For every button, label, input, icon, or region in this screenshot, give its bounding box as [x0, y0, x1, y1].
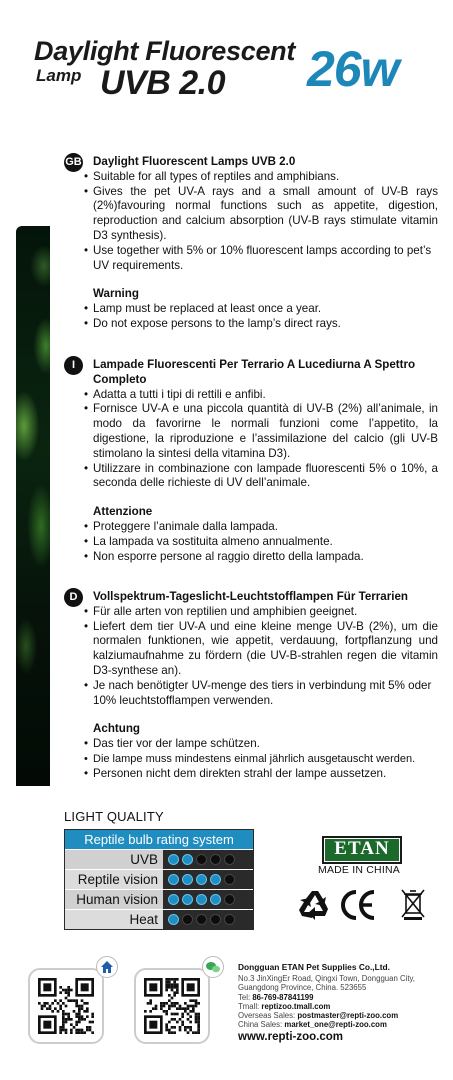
warning-title: Warning	[93, 287, 139, 301]
rating-dot-empty	[224, 914, 235, 925]
recycle-icon	[298, 889, 332, 921]
list-item: • Für alle arten von reptilien und amphibien geeignet.	[84, 604, 358, 618]
company-info	[238, 963, 438, 1043]
warning-title: Achtung	[93, 722, 141, 736]
plant-photo	[16, 226, 50, 786]
warning-title: Attenzione	[93, 505, 153, 519]
product-model: UVB 2.0	[100, 64, 225, 102]
rating-dot-empty	[224, 874, 235, 885]
rating-row	[65, 909, 253, 929]
section-title: Daylight Fluorescent Lamps UVB 2.0	[93, 155, 296, 168]
qr-code-wechat	[134, 968, 210, 1044]
list-item: • Lamp must be replaced at least once a year.	[84, 302, 322, 316]
feature-list	[66, 605, 438, 709]
rating-label: Human vision	[76, 892, 158, 907]
section-italian	[66, 358, 438, 564]
rating-dot-filled	[168, 914, 179, 925]
section-title: Lampade Fluorescenti Per Terrario A Lucediurna A Spettro Completo	[93, 358, 416, 386]
list-item: • Gives the pet UV-A rays and a small amount of UV-B rays (2%)favouring normal functions such as appetite, digestion, reproduction and calcium absorption (UV-B rays stimulate vitamin D3 synthesis).	[84, 184, 438, 242]
company-china: China Sales: market_one@repti-zoo.com	[238, 1020, 387, 1030]
feature-list	[66, 170, 438, 274]
rating-label: Reptile vision	[77, 872, 158, 887]
rating-row	[65, 869, 253, 889]
weee-bin-icon	[400, 889, 426, 921]
rating-dot-empty	[182, 914, 193, 925]
list-item: • Utilizzare in combinazione con lampade fluorescenti 5% o 10%, a seconda delle richieste di UV dell’animale.	[84, 461, 438, 490]
qr-code-website	[28, 968, 104, 1044]
warning-list	[66, 520, 438, 564]
list-item: • Proteggere l’animale dalla lampada.	[84, 519, 278, 533]
product-title-line1: Daylight Fluorescent	[34, 36, 296, 66]
home-icon	[96, 956, 118, 978]
ce-mark-icon	[341, 889, 377, 921]
company-website[interactable]: www.repti-zoo.com	[238, 1031, 343, 1044]
list-item: • Je nach benötigter UV-menge des tiers in verbindung mit 5% oder 10% leuchtstofflampen verwenden.	[84, 678, 432, 707]
list-item: • Das tier vor der lampe schützen.	[84, 737, 260, 751]
list-item: • Die lampe muss mindestens einmal jährlich ausgetauscht werden.	[84, 752, 416, 765]
rating-dot-empty	[210, 854, 221, 865]
section-german	[66, 590, 438, 782]
etan-logo-text: ETAN	[325, 839, 399, 861]
list-item: • Use together with 5% or 10% fluorescent lamps according to pet’s UV requirements.	[84, 243, 432, 272]
company-name: Dongguan ETAN Pet Supplies Co.,Ltd.	[238, 962, 390, 972]
qr-pattern	[38, 978, 94, 1034]
rating-dot-empty	[224, 854, 235, 865]
rating-row	[65, 889, 253, 909]
light-quality-title: LIGHT QUALITY	[64, 809, 164, 824]
made-in-label: MADE IN CHINA	[318, 864, 400, 876]
list-item: • Personen nicht dem direkten strahl der lampe aussetzen.	[84, 766, 387, 780]
rating-rows	[65, 849, 253, 929]
company-tmall: Tmall: reptizoo.tmall.com	[238, 1001, 331, 1011]
rating-dot-filled	[182, 874, 193, 885]
list-item: • Do not expose persons to the lamp’s direct rays.	[84, 316, 341, 330]
rating-row	[65, 849, 253, 869]
badge-it: I	[64, 356, 83, 375]
badge-gb: GB	[64, 153, 83, 172]
etan-logo	[322, 836, 402, 864]
wattage-label: 26w	[307, 41, 399, 97]
rating-dot-filled	[210, 894, 221, 905]
rating-dot-empty	[210, 914, 221, 925]
list-item: • Liefert dem tier UV-A und eine kleine menge UV-B (2%), um die normalen funktionen, wie appetit, verdauung, fortpflanzung und kalziumaufnahme zu fördern (die UV-B-strahlen regen die vitamin D3-synthese an).	[84, 619, 438, 677]
list-item: • Adatta a tutti i tipi di rettili e anfibi.	[84, 387, 266, 401]
list-item: • Suitable for all types of reptiles and amphibians.	[84, 169, 340, 183]
rating-dot-filled	[196, 874, 207, 885]
section-title: Vollspektrum-Tageslicht-Leuchtstofflampen Für Terrarien	[93, 590, 409, 603]
rating-table	[64, 829, 254, 930]
warning-list	[66, 737, 438, 781]
rating-label: Heat	[129, 912, 158, 927]
list-item: • Fornisce UV-A e una piccola quantità di UV-B (2%) all’animale, in modo da favorirne le normali funzioni come l’appetito, la digestione, la riproduzione e l’assimilazione del calcio (gli UV-B stimolano la sintesi della vitamina D3).	[84, 402, 438, 460]
section-english	[66, 155, 438, 332]
rating-dot-filled	[182, 854, 193, 865]
rating-dot-empty	[224, 894, 235, 905]
rating-dot-filled	[168, 894, 179, 905]
product-title-lamp: Lamp	[36, 66, 82, 85]
rating-dot-filled	[182, 894, 193, 905]
rating-label: UVB	[130, 852, 158, 867]
rating-dots	[163, 890, 253, 909]
rating-dots	[163, 850, 253, 869]
rating-dot-filled	[196, 894, 207, 905]
rating-dot-filled	[168, 874, 179, 885]
rating-dot-empty	[196, 854, 207, 865]
qr-pattern	[144, 978, 200, 1034]
company-overseas: Overseas Sales: postmaster@repti-zoo.com	[238, 1011, 399, 1021]
warning-list	[66, 302, 438, 332]
rating-table-header: Reptile bulb rating system	[65, 830, 253, 849]
list-item: • Non esporre persone al raggio diretto della lampada.	[84, 549, 364, 563]
rating-dots	[163, 910, 253, 929]
feature-list	[66, 388, 438, 492]
rating-dots	[163, 870, 253, 889]
wechat-icon	[202, 956, 224, 978]
company-tel: Tel: 86-769-87841199	[238, 992, 314, 1002]
rating-dot-filled	[210, 874, 221, 885]
rating-dot-empty	[196, 914, 207, 925]
list-item: • La lampada va sostituita almeno annualmente.	[84, 534, 333, 548]
badge-de: D	[64, 588, 83, 607]
rating-dot-filled	[168, 854, 179, 865]
company-address: No.3 JinXingEr Road, Qingxi Town, Dongguan City, Guangdong Province, China. 523655	[238, 974, 415, 993]
